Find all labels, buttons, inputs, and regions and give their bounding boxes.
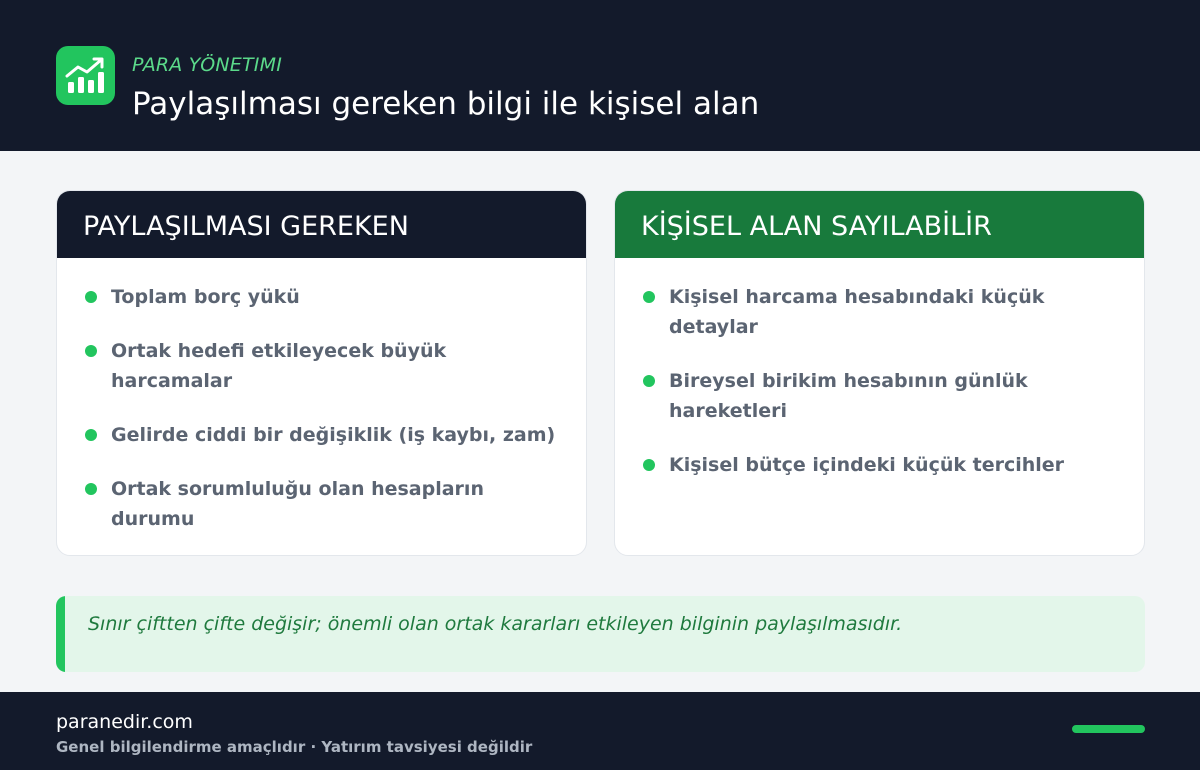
- list-item: [641, 450, 1120, 480]
- list-item: [641, 366, 1120, 426]
- card-shared-list: [57, 258, 586, 534]
- note-text: Sınır çiftten çifte değişir; önemli olan ortak kararları etkileyen bilginin paylaşılmasıdır.: [88, 613, 903, 635]
- card-shared-title: PAYLAŞILMASI GEREKEN: [57, 191, 586, 258]
- bullet-dot-icon: [643, 375, 655, 387]
- footer-accent-bar: [1072, 725, 1145, 733]
- note-accent-bar: [56, 596, 65, 672]
- footer-disclaimer: Genel bilgilendirme amaçlıdır · Yatırım tavsiyesi değildir: [56, 738, 533, 756]
- bullet-dot-icon: [85, 291, 97, 303]
- bullet-dot-icon: [643, 459, 655, 471]
- page-title: Paylaşılması gereken bilgi ile kişisel alan: [132, 86, 760, 122]
- card-personal-list: [615, 258, 1144, 480]
- header: [0, 0, 1200, 151]
- bullet-dot-icon: [643, 291, 655, 303]
- list-item-text: Kişisel bütçe içindeki küçük tercihler: [669, 454, 1065, 476]
- bullet-dot-icon: [85, 483, 97, 495]
- bar-chart-growth-icon: [56, 46, 115, 105]
- header-eyebrow: PARA YÖNETIMI: [132, 54, 282, 76]
- card-personal: [614, 190, 1145, 556]
- card-shared: [56, 190, 587, 556]
- bullet-dot-icon: [85, 345, 97, 357]
- list-item-text: Toplam borç yükü: [111, 286, 300, 308]
- list-item: [83, 420, 562, 450]
- card-personal-title: KİŞİSEL ALAN SAYILABİLİR: [615, 191, 1144, 258]
- list-item: [641, 282, 1120, 342]
- list-item-text: Ortak hedefi etkileyecek büyük harcamalar: [111, 340, 447, 392]
- footer-site: paranedir.com: [56, 711, 193, 733]
- list-item: [83, 282, 562, 312]
- list-item-text: Gelirde ciddi bir değişiklik (iş kaybı, zam): [111, 424, 556, 446]
- list-item-text: Ortak sorumluluğu olan hesapların durumu: [111, 478, 484, 530]
- list-item: [83, 474, 562, 534]
- footer: [0, 692, 1200, 770]
- note-callout: [56, 596, 1145, 672]
- bullet-dot-icon: [85, 429, 97, 441]
- list-item: [83, 336, 562, 396]
- list-item-text: Bireysel birikim hesabının günlük hareketleri: [669, 370, 1028, 422]
- list-item-text: Kişisel harcama hesabındaki küçük detaylar: [669, 286, 1045, 338]
